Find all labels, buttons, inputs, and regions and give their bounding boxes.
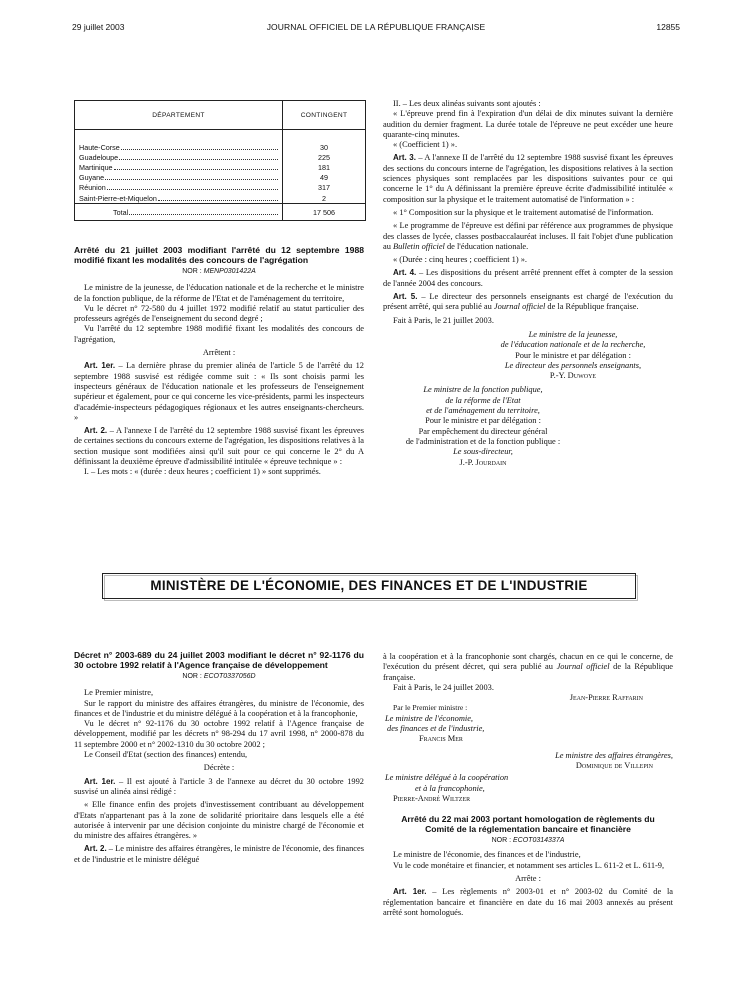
decrete: Décrète :	[203, 763, 235, 773]
col-departement: DÉPARTEMENT	[75, 101, 283, 130]
contingent-cell: 225	[283, 152, 366, 162]
arretent: Arrêtent :	[202, 348, 236, 358]
total-label: Total	[75, 204, 283, 221]
arrete-2-title: Arrêté du 22 mai 2003 portant homologation de règlements du Comité de la réglementation bancaire et financière	[401, 814, 655, 835]
paragraph: Le ministre de l'économie, des finances et de l'industrie,	[393, 850, 581, 860]
signature-block-1: Le ministre de la jeunesse, de l'éducation nationale et de la recherche, Pour le ministre et par délégation : Le directeur des personnels enseignants, P.-Y. Duwoye	[500, 329, 646, 381]
arrete-1-title: Arrêté du 21 juillet 2003 modifiant l'arrêté du 12 septembre 1988 modifié fixant les modalités des concours de l'agrégation	[74, 245, 364, 265]
total-row	[75, 204, 366, 221]
page-header	[72, 22, 680, 38]
contingent-cell: 181	[283, 162, 366, 172]
paragraph: à la coopération et à la francophonie sont chargés, chacun en ce qui le concerne, de l'exécution du présent décret, qui sera publié au Journal officiel de la République française.	[383, 652, 674, 682]
decret-right	[383, 652, 673, 918]
departement-cell: Guyane	[75, 173, 283, 183]
paragraph: II. – Les deux alinéas suivants sont ajoutés :	[393, 99, 541, 108]
paragraph: Vu le code monétaire et financier, et notamment ses articles L. 611-2 et L. 611-9,	[393, 860, 665, 870]
contingent-table	[74, 100, 366, 221]
contingent-cell: 317	[283, 183, 366, 193]
decret-left	[74, 650, 364, 865]
decret-nor: NOR : ECOT0337056D	[182, 673, 256, 680]
date-line: Fait à Paris, le 24 juillet 2003.	[393, 682, 494, 692]
signature-mer: Le ministre de l'économie, des finances et de l'industrie, Francis Mer	[385, 713, 485, 744]
date-line: Fait à Paris, le 21 juillet 2003.	[393, 315, 494, 325]
paragraph: Le Premier ministre,	[84, 688, 154, 698]
article-5: Art. 5. – Le directeur des personnels enseignants est chargé de l'exécution du présent arrêté, qui sera publié au Journal officiel de la République française.	[383, 292, 673, 312]
paragraph: « Le programme de l'épreuve est défini par référence aux programmes de physique des classes de lycée, classes postbaccalauréat incluses. Il fait l'objet d'une publication au Bulletin officiel de l'éducation nationale.	[383, 221, 673, 251]
contingent-cell: 2	[283, 193, 366, 204]
arrete-2-nor: NOR : ECOT0314337A	[491, 837, 565, 845]
article-2: Art. 2. – Le ministre des affaires étrangères, le ministre de l'économie, des finances et de l'industrie et le ministre délégué	[74, 844, 364, 864]
departement-cell: Guadeloupe	[75, 152, 283, 162]
paragraph: Le ministre de la jeunesse, de l'éducation nationale et de la recherche et le ministre de la fonction publique, de la réforme de l'Etat et de l'aménagement du territoire,	[74, 283, 364, 303]
departement-cell: Haute-Corse	[75, 130, 283, 153]
signature-villepin: Le ministre des affaires étrangères, Dominique de Villepin	[555, 750, 673, 770]
par-line: Par le Premier ministre :	[393, 703, 468, 713]
departement-cell: Saint-Pierre-et-Miquelon	[75, 193, 283, 204]
page-number: 12855	[656, 22, 680, 32]
paragraph: Le Conseil d'Etat (section des finances) entendu,	[84, 750, 248, 760]
article-1: Art. 1er. – Les règlements n° 2003-01 et n° 2003-02 du Comité de la réglementation bancaire et financière en date du 16 mai 2003 annexés au présent arrêté sont homologués.	[383, 887, 673, 917]
issue-date: 29 juillet 2003	[72, 22, 125, 32]
paragraph: « (Durée : cinq heures ; coefficient 1) ».	[393, 255, 528, 265]
article-1: Art. 1er. – Il est ajouté à l'article 3 de l'annexe au décret du 30 octobre 1992 susvisé un alinéa ainsi rédigé :	[74, 776, 364, 796]
table-row	[75, 162, 366, 172]
table-row	[75, 130, 366, 153]
table-row	[75, 193, 366, 204]
paragraph: « 1° Composition sur la physique et le traitement automatisé de l'information.	[393, 207, 654, 217]
paragraph: Vu le décret n° 72-580 du 4 juillet 1972 modifié relatif au statut particulier des professeurs agrégés de l'enseignement du second degré ;	[74, 303, 364, 324]
contingent-cell: 30	[283, 130, 366, 153]
journal-title: JOURNAL OFFICIEL DE LA RÉPUBLIQUE FRANÇAISE	[266, 22, 486, 32]
contingent-cell: 49	[283, 173, 366, 183]
paragraph: Vu le décret n° 92-1176 du 30 octobre 1992 relatif à l'Agence française de développement, modifié par les décrets n° 98-294 du 17 avril 1998, n° 2000-878 du 11 septembre 2000 et n° 2002-1310 du 30 octobre 2002 ;	[74, 719, 364, 749]
article-3: Art. 3. – A l'annexe II de l'arrêté du 12 septembre 1988 susvisé fixant les épreuves des sections du concours interne de l'agrégation, les dispositions relatives à la section sciences physiques sont remplacées par les dispositions suivantes pour ce qui concerne le 1° du A définissant la première épreuve écrite d'admissibilité intitulée « composition sur la physique et le traitement automatisé de l'information » :	[383, 153, 674, 204]
signature-block-2: Le ministre de la fonction publique, de la réforme de l'Etat et de l'aménagement du territoire, Pour le ministre et par délégation : Par empêchement du directeur général de l'administration et de la fonction publique : Le sous-directeur, J.-P. Jourdain	[405, 385, 561, 467]
ministry-banner: MINISTÈRE DE L'ÉCONOMIE, DES FINANCES ET DE L'INDUSTRIE	[102, 573, 636, 599]
arrete-1-right	[383, 99, 673, 468]
arrete-1-left	[74, 245, 364, 478]
total-value: 17 506	[283, 204, 366, 221]
paragraph: « L'épreuve prend fin à l'expiration d'un délai de dix minutes suivant la dernière audition du dernier fragment. La durée totale de l'épreuve ne peut excéder une heure quarante-cinq minutes.	[383, 109, 673, 139]
signature-name: Jean-Pierre Raffarin	[569, 693, 643, 703]
decret-title: Décret n° 2003-689 du 24 juillet 2003 modifiant le décret n° 92-1176 du 30 octobre 1992 relatif à l'Agence française de développement	[74, 650, 364, 670]
paragraph: « Elle finance enfin des projets d'investissement contribuant au développement d'Etats n'appartenant pas à la zone de solidarité prioritaire dans lesquels elle a été autorisée à intervenir par une décision conjointe du ministre chargé de l'économie et du ministre des affaires étrangères. »	[74, 800, 364, 841]
paragraph: Sur le rapport du ministre des affaires étrangères, du ministre de l'économie, des finances et de l'industrie et du ministre délégué à la coopération et à la francophonie,	[74, 698, 364, 718]
signature-wiltzer: Le ministre délégué à la coopération et à la francophonie, Pierre-André Wiltzer	[385, 773, 509, 803]
paragraph: Vu l'arrêté du 12 septembre 1988 modifié fixant les modalités des concours de l'agrégation,	[74, 324, 364, 344]
arrete: Arrête :	[515, 874, 541, 884]
departement-cell: Réunion	[75, 183, 283, 193]
article-2: Art. 2. – A l'annexe I de l'arrêté du 12 septembre 1988 susvisé fixant les épreuves de certaines sections du concours externe de l'agrégation, les dispositions relatives à la section musique sont modifiées ainsi qu'il suit pour ce qui concerne le 2° du A définissant la deuxième épreuve d'admissibilité intitulée « épreuve technique » :	[74, 426, 364, 467]
paragraph: I. – Les mots : « (durée : deux heures ; coefficient 1) » sont supprimés.	[84, 467, 321, 477]
article-4: Art. 4. – Les dispositions du présent arrêté prennent effet à compter de la session de l'année 2004 des concours.	[383, 268, 673, 288]
departement-cell: Martinique	[75, 162, 283, 172]
paragraph: « (Coefficient 1) ».	[393, 140, 458, 150]
table-row	[75, 173, 366, 183]
table-row	[75, 152, 366, 162]
arrete-1-nor: NOR : MENP0301422A	[182, 268, 256, 275]
article-1: Art. 1er. – La dernière phrase du premier alinéa de l'article 5 de l'arrêté du 12 septembre 1988 susvisé est rédigée comme suit : « Ils sont choisis parmi les inspecteurs généraux de l'éducation nationale et les professeurs de l'enseignement supérieur et également, pour ce qui concerne les vice-présidents, parmi les inspecteurs d'académie-inspecteurs pédagogiques régionaux et les autres enseignants-chercheurs. »	[74, 361, 364, 422]
table-row	[75, 183, 366, 193]
col-contingent: CONTINGENT	[283, 101, 366, 130]
